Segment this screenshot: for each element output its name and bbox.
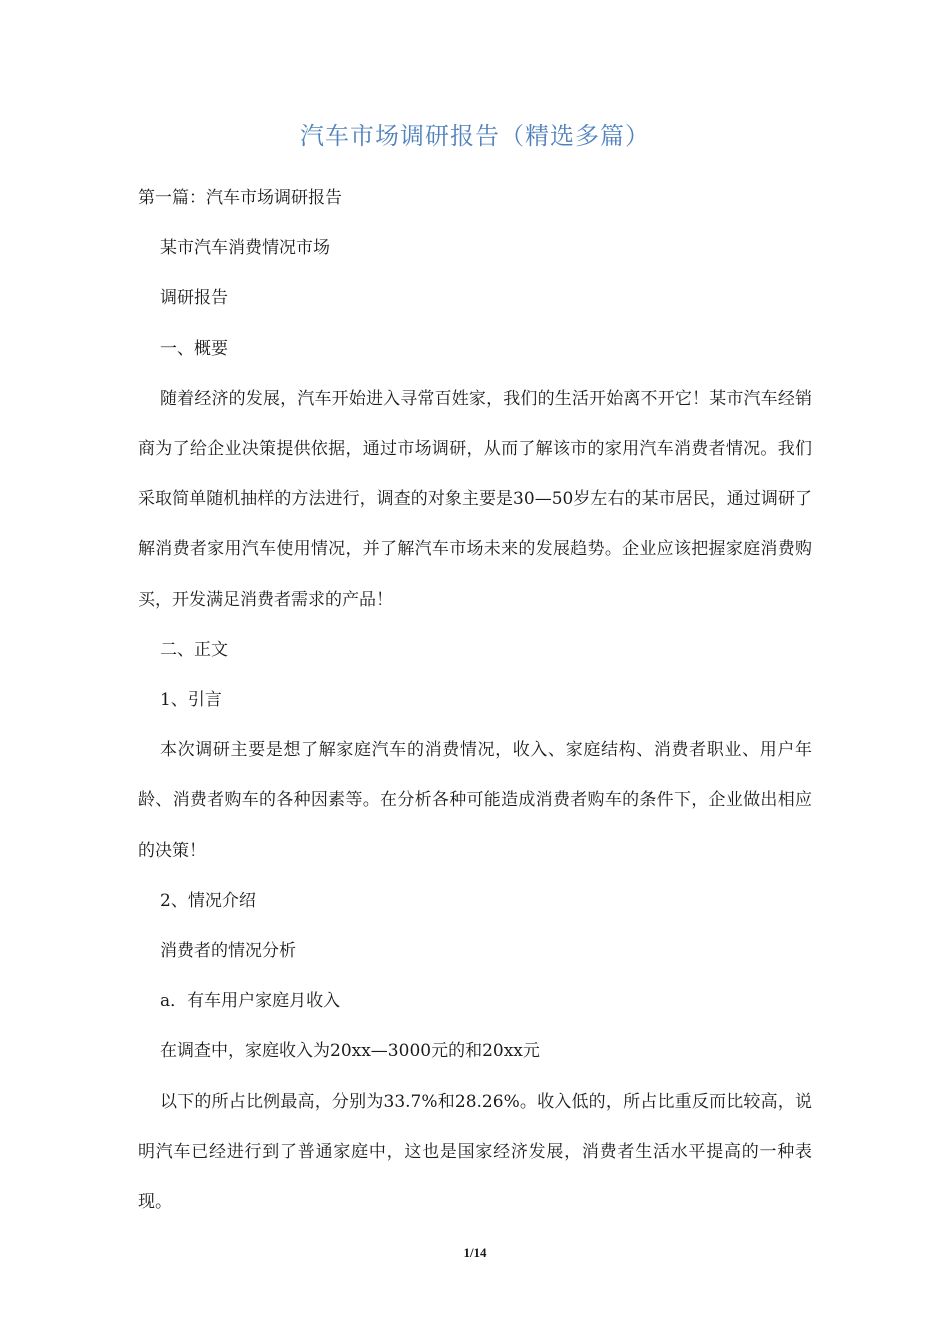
document-title: 汽车市场调研报告（精选多篇） [300,122,650,150]
paragraph-introduction: 本次调研主要是想了解家庭汽车的消费情况，收入、家庭结构、消费者职业、用户年龄、消费者购车的各种因素等。在分析各种可能造成消费者购车的条件下，企业做出相应的决策！ [138,740,812,861]
paragraph-income-proportion: 以下的所占比例最高，分别为33.7%和28.26%。收入低的，所占比重反而比较高，说明汽车已经进行到了普通家庭中，这也是国家经济发展，消费者生活水平提高的一种表现。 [138,1091,812,1213]
paragraph-survey-income: 在调查中，家庭收入为20xx—3000元的和20xx元 [160,1041,540,1062]
heading-introduction: 1、引言 [160,690,222,711]
report-subtitle-line-2: 调研报告 [160,288,228,309]
section-heading: 第一篇：汽车市场调研报告 [138,188,342,208]
heading-situation: 2、情况介绍 [160,890,256,911]
heading-overview: 一、概要 [160,338,228,359]
document-body [138,173,812,1227]
page-number: 1/14 [463,1245,487,1260]
paragraph-overview: 随着经济的发展，汽车开始进入寻常百姓家，我们的生活开始离不开它！某市汽车经销商为了给企业决策提供依据，通过市场调研，从而了解该市的家用汽车消费者情况。我们采取简单随机抽样的方法进行，调查的对象主要是30—50岁左右的某市居民，通过调研了解消费者家用汽车使用情况，并了解汽车市场未来的发展趋势。企业应该把握家庭消费购买，开发满足消费者需求的产品！ [138,388,812,610]
heading-main-text: 二、正文 [160,639,228,660]
subheading-monthly-income: a．有车用户家庭月收入 [160,991,341,1012]
subheading-consumer-analysis: 消费者的情况分析 [160,941,296,962]
report-subtitle-line-1: 某市汽车消费情况市场 [160,238,330,259]
